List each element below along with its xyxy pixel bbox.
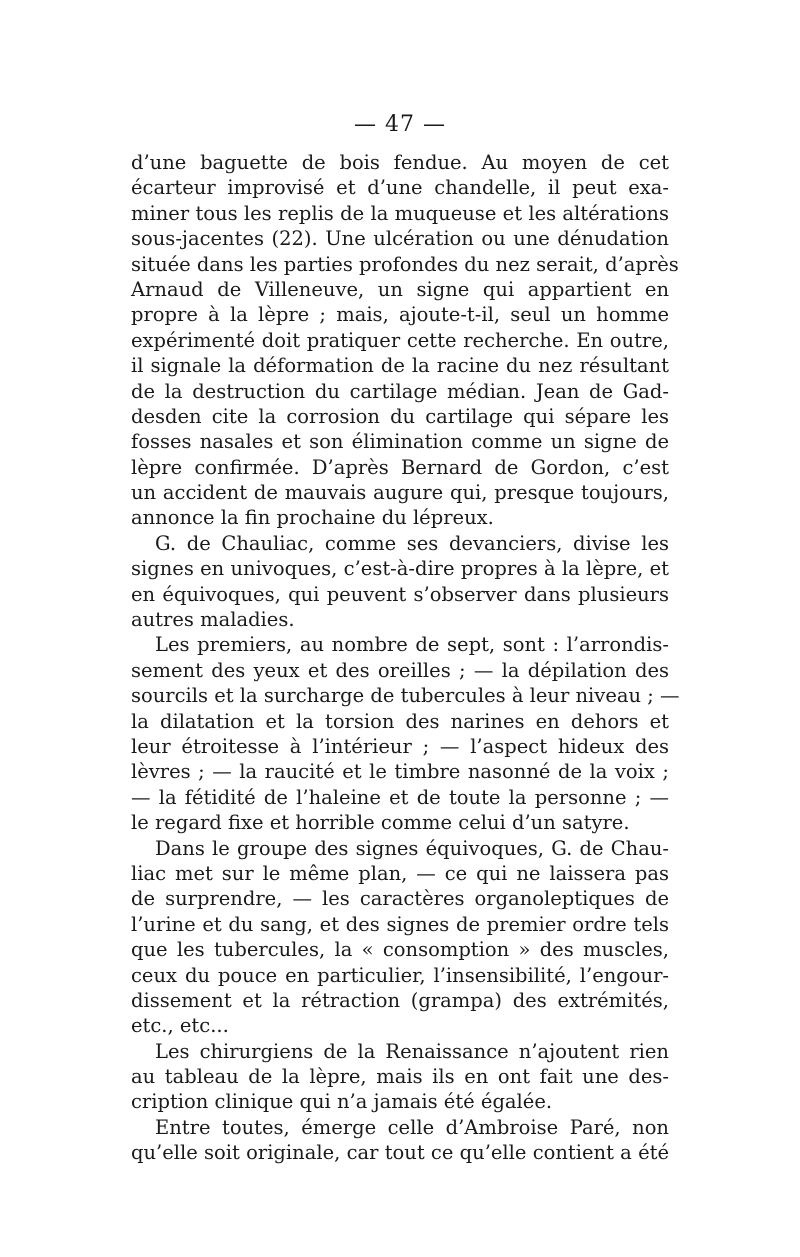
text-line: desden cite la corrosion du cartilage qui sépare les: [131, 404, 669, 428]
text-line: ceux du pouce en particulier, l’insensibilité, l’engour-: [131, 963, 669, 987]
text-line: lèpre confirmée. D’après Bernard de Gordon, c’est: [131, 455, 669, 479]
text-line: Les premiers, au nombre de sept, sont : l’arrondis-: [155, 633, 669, 657]
text-line: le regard fixe et horrible comme celui d’un satyre.: [131, 811, 630, 835]
text-line: expérimenté doit pratiquer cette recherche. En outre,: [131, 328, 669, 352]
text-line: située dans les parties profondes du nez serait, d’après: [131, 252, 679, 276]
text-line: un accident de mauvais augure qui, presque toujours,: [131, 481, 669, 505]
text-line: annonce la fin prochaine du lépreux.: [131, 506, 494, 530]
text-line: en équivoques, qui peuvent s’observer dans plusieurs: [131, 582, 669, 606]
text-line: miner tous les replis de la muqueuse et les altérations: [131, 201, 669, 225]
text-line: sourcils et la surcharge de tubercules à leur niveau ; —: [131, 684, 680, 708]
text-line: — la fétidité de l’haleine et de toute la personne ; —: [131, 785, 669, 809]
text-line: etc., etc...: [131, 1014, 229, 1038]
text-line: sous-jacentes (22). Une ulcération ou une dénudation: [131, 227, 669, 251]
text-line: Entre toutes, émerge celle d’Ambroise Paré, non: [155, 1115, 669, 1139]
text-line: il signale la déformation de la racine du nez résultant: [131, 354, 669, 378]
text-line: d’une baguette de bois fendue. Au moyen de cet: [131, 151, 669, 174]
page-number: — 47 —: [354, 112, 446, 137]
text-line: la dilatation et la torsion des narines en dehors et: [131, 709, 669, 733]
text-line: fosses nasales et son élimination comme un signe de: [131, 430, 669, 454]
text-line: cription clinique qui n’a jamais été égalée.: [131, 1090, 553, 1114]
body-text: [131, 150, 680, 1166]
text-line: propre à la lèpre ; mais, ajoute-t-il, seul un homme: [131, 303, 669, 327]
text-line: Arnaud de Villeneuve, un signe qui appartient en: [131, 277, 669, 301]
text-line: Dans le groupe des signes équivoques, G. de Chau-: [155, 836, 669, 860]
text-line: l’urine et du sang, et des signes de premier ordre tels: [131, 912, 669, 936]
text-line: G. de Chauliac, comme ses devanciers, divise les: [155, 531, 669, 555]
text-line: que les tubercules, la « consomption » des muscles,: [131, 938, 669, 962]
text-line: leur étroitesse à l’intérieur ; — l’aspect hideux des: [131, 734, 669, 758]
text-line: lèvres ; — la raucité et le timbre nasonné de la voix ;: [131, 760, 669, 784]
text-line: qu’elle soit originale, car tout ce qu’elle contient a été: [131, 1141, 669, 1165]
text-line: Les chirurgiens de la Renaissance n’ajoutent rien: [155, 1039, 669, 1063]
text-line: autres maladies.: [131, 608, 295, 632]
text-line: au tableau de la lèpre, mais ils en ont fait une des-: [131, 1065, 669, 1089]
text-line: signes en univoques, c’est-à-dire propres à la lèpre, et: [131, 557, 669, 581]
text-line: écarteur improvisé et d’une chandelle, il peut exa-: [131, 176, 669, 200]
text-line: de la destruction du cartilage médian. Jean de Gad-: [131, 379, 669, 403]
text-line: liac met sur le même plan, — ce qui ne laissera pas: [131, 861, 669, 885]
text-line: dissement et la rétraction (grampa) des extrémités,: [131, 988, 669, 1012]
text-line: de surprendre, — les caractères organoleptiques de: [131, 887, 669, 911]
text-line: sement des yeux et des oreilles ; — la dépilation des: [131, 658, 669, 682]
